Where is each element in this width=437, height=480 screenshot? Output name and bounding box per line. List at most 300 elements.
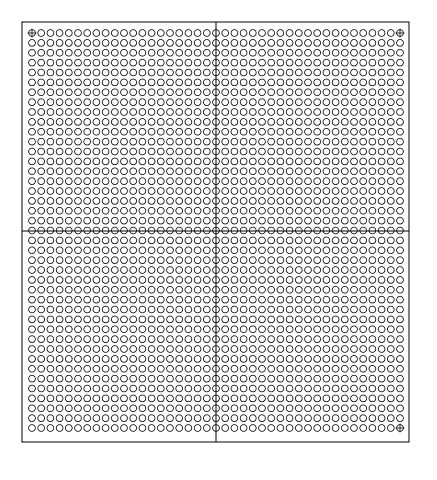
solder-ball-pad <box>323 69 330 76</box>
solder-ball-pad <box>194 138 201 145</box>
solder-ball-pad <box>259 89 266 96</box>
solder-ball-pad <box>341 395 348 402</box>
solder-ball-pad <box>185 39 192 46</box>
solder-ball-pad <box>167 385 174 392</box>
solder-ball-pad <box>341 385 348 392</box>
solder-ball-pad <box>222 39 229 46</box>
solder-ball-pad <box>231 138 238 145</box>
solder-ball-pad <box>148 296 155 303</box>
solder-ball-pad <box>75 59 82 66</box>
solder-ball-pad <box>29 138 36 145</box>
solder-ball-pad <box>65 395 72 402</box>
solder-ball-pad <box>29 69 36 76</box>
solder-ball-pad <box>194 168 201 175</box>
solder-ball-pad <box>185 118 192 125</box>
solder-ball-pad <box>157 286 164 293</box>
solder-ball-pad <box>268 365 275 372</box>
solder-ball-pad <box>323 178 330 185</box>
solder-ball-pad <box>259 336 266 343</box>
solder-ball-pad <box>249 326 256 333</box>
solder-ball-pad <box>277 237 284 244</box>
solder-ball-pad <box>295 306 302 313</box>
solder-ball-pad <box>194 355 201 362</box>
solder-ball-pad <box>47 188 54 195</box>
solder-ball-pad <box>75 257 82 264</box>
solder-ball-pad <box>203 59 210 66</box>
solder-ball-pad <box>185 49 192 56</box>
solder-ball-pad <box>332 346 339 353</box>
solder-ball-pad <box>176 237 183 244</box>
solder-ball-pad <box>277 346 284 353</box>
solder-ball-pad <box>185 257 192 264</box>
solder-ball-pad <box>65 247 72 254</box>
solder-ball-pad <box>268 267 275 274</box>
solder-ball-pad <box>268 168 275 175</box>
solder-ball-pad <box>351 326 358 333</box>
solder-ball-pad <box>157 158 164 165</box>
solder-ball-pad <box>185 355 192 362</box>
solder-ball-pad <box>93 89 100 96</box>
solder-ball-pad <box>203 197 210 204</box>
solder-ball-pad <box>222 326 229 333</box>
solder-ball-pad <box>314 197 321 204</box>
solder-ball-pad <box>47 296 54 303</box>
solder-ball-pad <box>148 207 155 214</box>
solder-ball-pad <box>139 197 146 204</box>
solder-ball-pad <box>268 49 275 56</box>
solder-ball-pad <box>38 395 45 402</box>
solder-ball-pad <box>351 138 358 145</box>
solder-ball-pad <box>332 138 339 145</box>
solder-ball-pad <box>295 79 302 86</box>
solder-ball-pad <box>130 39 137 46</box>
solder-ball-pad <box>240 148 247 155</box>
solder-ball-pad <box>332 148 339 155</box>
solder-ball-pad <box>351 148 358 155</box>
solder-ball-pad <box>47 178 54 185</box>
solder-ball-pad <box>139 336 146 343</box>
solder-ball-pad <box>84 89 91 96</box>
solder-ball-pad <box>332 128 339 135</box>
solder-ball-pad <box>295 237 302 244</box>
solder-ball-pad <box>203 49 210 56</box>
solder-ball-pad <box>56 306 63 313</box>
solder-ball-pad <box>240 336 247 343</box>
solder-ball-pad <box>314 375 321 382</box>
solder-ball-pad <box>259 316 266 323</box>
solder-ball-pad <box>323 405 330 412</box>
solder-ball-pad <box>351 395 358 402</box>
solder-ball-pad <box>369 326 376 333</box>
solder-ball-pad <box>130 158 137 165</box>
solder-ball-pad <box>323 375 330 382</box>
solder-ball-pad <box>102 306 109 313</box>
solder-ball-pad <box>130 99 137 106</box>
solder-ball-pad <box>240 286 247 293</box>
solder-ball-pad <box>323 326 330 333</box>
solder-ball-pad <box>341 99 348 106</box>
solder-ball-pad <box>341 316 348 323</box>
solder-ball-pad <box>268 89 275 96</box>
solder-ball-pad <box>341 39 348 46</box>
solder-ball-pad <box>194 99 201 106</box>
solder-ball-pad <box>56 158 63 165</box>
solder-ball-pad <box>387 158 394 165</box>
solder-ball-pad <box>157 326 164 333</box>
solder-ball-pad <box>249 128 256 135</box>
solder-ball-pad <box>240 49 247 56</box>
solder-ball-pad <box>148 326 155 333</box>
solder-ball-pad <box>259 306 266 313</box>
solder-ball-pad <box>29 336 36 343</box>
solder-ball-pad <box>203 69 210 76</box>
solder-ball-pad <box>341 128 348 135</box>
solder-ball-pad <box>194 425 201 432</box>
solder-ball-pad <box>75 247 82 254</box>
solder-ball-pad <box>38 425 45 432</box>
solder-ball-pad <box>121 217 128 224</box>
solder-ball-pad <box>157 365 164 372</box>
solder-ball-pad <box>75 79 82 86</box>
solder-ball-pad <box>75 39 82 46</box>
solder-ball-pad <box>397 316 404 323</box>
solder-ball-pad <box>56 148 63 155</box>
solder-ball-pad <box>56 197 63 204</box>
solder-ball-pad <box>231 207 238 214</box>
solder-ball-pad <box>314 346 321 353</box>
solder-ball-pad <box>148 188 155 195</box>
solder-ball-pad <box>305 217 312 224</box>
solder-ball-pad <box>286 326 293 333</box>
solder-ball-pad <box>268 138 275 145</box>
solder-ball-pad <box>240 158 247 165</box>
solder-ball-pad <box>305 316 312 323</box>
solder-ball-pad <box>93 257 100 264</box>
solder-ball-pad <box>323 316 330 323</box>
solder-ball-pad <box>185 178 192 185</box>
solder-ball-pad <box>332 109 339 116</box>
solder-ball-pad <box>29 355 36 362</box>
solder-ball-pad <box>351 385 358 392</box>
solder-ball-pad <box>360 346 367 353</box>
solder-ball-pad <box>148 148 155 155</box>
solder-ball-pad <box>121 425 128 432</box>
solder-ball-pad <box>139 79 146 86</box>
solder-ball-pad <box>121 158 128 165</box>
solder-ball-pad <box>397 247 404 254</box>
solder-ball-pad <box>65 178 72 185</box>
solder-ball-pad <box>102 49 109 56</box>
solder-ball-pad <box>157 59 164 66</box>
solder-ball-pad <box>157 375 164 382</box>
solder-ball-pad <box>286 286 293 293</box>
solder-ball-pad <box>397 385 404 392</box>
solder-ball-pad <box>277 69 284 76</box>
solder-ball-pad <box>65 59 72 66</box>
solder-ball-pad <box>295 148 302 155</box>
solder-ball-pad <box>277 158 284 165</box>
solder-ball-pad <box>305 138 312 145</box>
solder-ball-pad <box>286 405 293 412</box>
solder-ball-pad <box>130 375 137 382</box>
solder-ball-pad <box>65 89 72 96</box>
solder-ball-pad <box>397 405 404 412</box>
solder-ball-pad <box>360 109 367 116</box>
solder-ball-pad <box>240 405 247 412</box>
solder-ball-pad <box>369 109 376 116</box>
solder-ball-pad <box>194 247 201 254</box>
solder-ball-pad <box>167 168 174 175</box>
solder-ball-pad <box>286 39 293 46</box>
solder-ball-pad <box>259 217 266 224</box>
solder-ball-pad <box>185 316 192 323</box>
solder-ball-pad <box>47 138 54 145</box>
solder-ball-pad <box>268 276 275 283</box>
solder-ball-pad <box>323 237 330 244</box>
solder-ball-pad <box>222 59 229 66</box>
solder-ball-pad <box>93 237 100 244</box>
solder-ball-pad <box>277 79 284 86</box>
solder-ball-pad <box>323 138 330 145</box>
solder-ball-pad <box>176 118 183 125</box>
solder-ball-pad <box>286 316 293 323</box>
solder-ball-pad <box>360 326 367 333</box>
solder-ball-pad <box>360 286 367 293</box>
solder-ball-pad <box>277 109 284 116</box>
solder-ball-pad <box>360 395 367 402</box>
solder-ball-pad <box>167 118 174 125</box>
solder-ball-pad <box>203 128 210 135</box>
solder-ball-pad <box>93 346 100 353</box>
solder-ball-pad <box>121 375 128 382</box>
solder-ball-pad <box>259 59 266 66</box>
solder-ball-pad <box>277 405 284 412</box>
solder-ball-pad <box>139 217 146 224</box>
solder-ball-pad <box>56 346 63 353</box>
solder-ball-pad <box>203 365 210 372</box>
solder-ball-pad <box>185 395 192 402</box>
solder-ball-pad <box>397 118 404 125</box>
solder-ball-pad <box>84 207 91 214</box>
solder-ball-pad <box>148 30 155 37</box>
solder-ball-pad <box>47 306 54 313</box>
solder-ball-pad <box>314 148 321 155</box>
solder-ball-pad <box>249 30 256 37</box>
solder-ball-pad <box>314 168 321 175</box>
solder-ball-pad <box>295 128 302 135</box>
solder-ball-pad <box>139 365 146 372</box>
solder-ball-pad <box>332 30 339 37</box>
solder-ball-pad <box>259 49 266 56</box>
solder-ball-pad <box>65 217 72 224</box>
solder-ball-pad <box>111 415 118 422</box>
solder-ball-pad <box>157 257 164 264</box>
solder-ball-pad <box>93 365 100 372</box>
solder-ball-pad <box>157 128 164 135</box>
solder-ball-pad <box>102 207 109 214</box>
solder-ball-pad <box>38 385 45 392</box>
solder-ball-pad <box>139 99 146 106</box>
solder-ball-pad <box>84 316 91 323</box>
solder-ball-pad <box>111 207 118 214</box>
solder-ball-pad <box>148 69 155 76</box>
solder-ball-pad <box>148 39 155 46</box>
solder-ball-pad <box>148 267 155 274</box>
solder-ball-pad <box>130 385 137 392</box>
solder-ball-pad <box>93 79 100 86</box>
solder-ball-pad <box>121 237 128 244</box>
solder-ball-pad <box>360 365 367 372</box>
solder-ball-pad <box>231 118 238 125</box>
solder-ball-pad <box>360 237 367 244</box>
solder-ball-pad <box>139 267 146 274</box>
solder-ball-pad <box>130 286 137 293</box>
solder-ball-pad <box>203 188 210 195</box>
solder-ball-pad <box>38 326 45 333</box>
solder-ball-pad <box>29 286 36 293</box>
solder-ball-pad <box>378 267 385 274</box>
solder-ball-pad <box>111 346 118 353</box>
solder-ball-pad <box>378 188 385 195</box>
solder-ball-pad <box>286 267 293 274</box>
solder-ball-pad <box>387 336 394 343</box>
solder-ball-pad <box>295 385 302 392</box>
solder-ball-pad <box>323 306 330 313</box>
solder-ball-pad <box>295 89 302 96</box>
solder-ball-pad <box>121 148 128 155</box>
solder-ball-pad <box>47 405 54 412</box>
solder-ball-pad <box>369 405 376 412</box>
solder-ball-pad <box>378 247 385 254</box>
solder-ball-pad <box>65 138 72 145</box>
solder-ball-pad <box>314 425 321 432</box>
solder-ball-pad <box>387 109 394 116</box>
solder-ball-pad <box>259 39 266 46</box>
solder-ball-pad <box>167 346 174 353</box>
solder-ball-pad <box>29 128 36 135</box>
solder-ball-pad <box>222 267 229 274</box>
solder-ball-pad <box>341 178 348 185</box>
solder-ball-pad <box>249 118 256 125</box>
solder-ball-pad <box>305 365 312 372</box>
solder-ball-pad <box>84 286 91 293</box>
solder-ball-pad <box>286 395 293 402</box>
solder-ball-pad <box>268 395 275 402</box>
solder-ball-pad <box>369 118 376 125</box>
solder-ball-pad <box>305 207 312 214</box>
solder-ball-pad <box>305 286 312 293</box>
solder-ball-pad <box>130 365 137 372</box>
solder-ball-pad <box>332 197 339 204</box>
solder-ball-pad <box>121 395 128 402</box>
solder-ball-pad <box>314 336 321 343</box>
solder-ball-pad <box>323 257 330 264</box>
solder-ball-pad <box>387 118 394 125</box>
solder-ball-pad <box>93 30 100 37</box>
solder-ball-pad <box>176 296 183 303</box>
solder-ball-pad <box>240 59 247 66</box>
solder-ball-pad <box>56 425 63 432</box>
solder-ball-pad <box>351 99 358 106</box>
solder-ball-pad <box>121 306 128 313</box>
solder-ball-pad <box>102 79 109 86</box>
solder-ball-pad <box>323 365 330 372</box>
solder-ball-pad <box>268 118 275 125</box>
solder-ball-pad <box>268 306 275 313</box>
solder-ball-pad <box>231 326 238 333</box>
solder-ball-pad <box>185 247 192 254</box>
solder-ball-pad <box>38 99 45 106</box>
solder-ball-pad <box>148 385 155 392</box>
solder-ball-pad <box>148 247 155 254</box>
solder-ball-pad <box>176 39 183 46</box>
solder-ball-pad <box>111 326 118 333</box>
solder-ball-pad <box>259 415 266 422</box>
solder-ball-pad <box>29 39 36 46</box>
solder-ball-pad <box>249 138 256 145</box>
solder-ball-pad <box>351 365 358 372</box>
solder-ball-pad <box>222 109 229 116</box>
solder-ball-pad <box>130 109 137 116</box>
solder-ball-pad <box>139 316 146 323</box>
solder-ball-pad <box>259 365 266 372</box>
solder-ball-pad <box>332 59 339 66</box>
solder-ball-pad <box>231 89 238 96</box>
solder-ball-pad <box>231 306 238 313</box>
solder-ball-pad <box>56 89 63 96</box>
solder-ball-pad <box>369 69 376 76</box>
solder-ball-pad <box>323 89 330 96</box>
solder-ball-pad <box>222 178 229 185</box>
solder-ball-pad <box>75 316 82 323</box>
solder-ball-pad <box>111 316 118 323</box>
solder-ball-pad <box>84 49 91 56</box>
solder-ball-pad <box>378 257 385 264</box>
solder-ball-pad <box>194 415 201 422</box>
solder-ball-pad <box>387 217 394 224</box>
solder-ball-pad <box>38 237 45 244</box>
solder-ball-pad <box>84 59 91 66</box>
solder-ball-pad <box>102 355 109 362</box>
solder-ball-pad <box>295 316 302 323</box>
solder-ball-pad <box>397 415 404 422</box>
solder-ball-pad <box>387 247 394 254</box>
solder-ball-pad <box>84 217 91 224</box>
solder-ball-pad <box>203 207 210 214</box>
solder-ball-pad <box>65 207 72 214</box>
solder-ball-pad <box>84 336 91 343</box>
solder-ball-pad <box>259 99 266 106</box>
solder-ball-pad <box>194 296 201 303</box>
solder-ball-pad <box>29 59 36 66</box>
solder-ball-pad <box>259 296 266 303</box>
solder-ball-pad <box>130 296 137 303</box>
solder-ball-pad <box>56 237 63 244</box>
solder-ball-pad <box>268 346 275 353</box>
solder-ball-pad <box>29 207 36 214</box>
solder-ball-pad <box>102 296 109 303</box>
solder-ball-pad <box>29 217 36 224</box>
solder-ball-pad <box>378 79 385 86</box>
solder-ball-pad <box>351 49 358 56</box>
solder-ball-pad <box>314 178 321 185</box>
solder-ball-pad <box>157 197 164 204</box>
solder-ball-pad <box>378 415 385 422</box>
solder-ball-pad <box>56 207 63 214</box>
solder-ball-pad <box>378 89 385 96</box>
solder-ball-pad <box>295 326 302 333</box>
solder-ball-pad <box>47 247 54 254</box>
